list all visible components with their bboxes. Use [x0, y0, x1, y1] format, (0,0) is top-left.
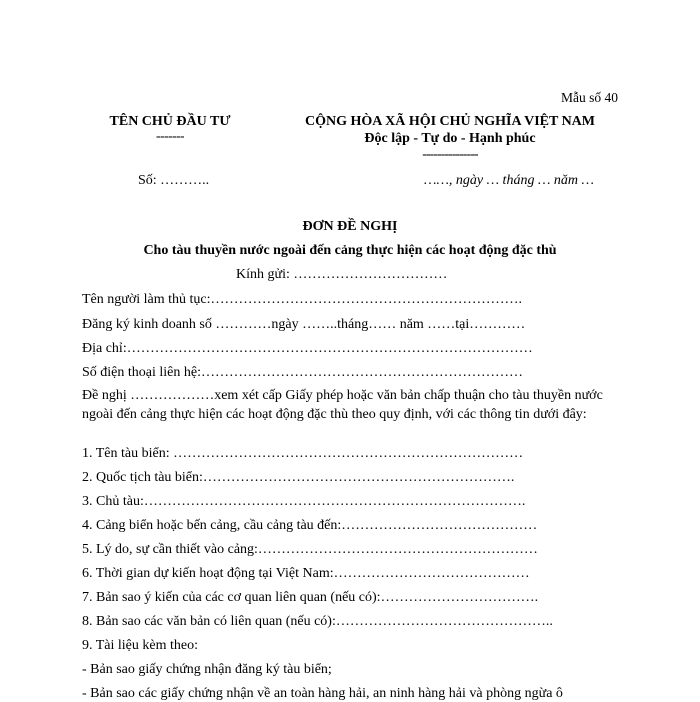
list-item: 8. Bản sao các văn bản có liên quan (nếu có):………………………………………..: [82, 614, 553, 629]
list-item: - Bản sao giấy chứng nhận đăng ký tàu biển;: [82, 662, 332, 677]
document-date: ……, ngày … tháng … năm …: [424, 173, 594, 188]
investor-name-title: TÊN CHỦ ĐẦU TƯ: [109, 114, 231, 129]
document-number: Số: ………..: [138, 173, 210, 188]
national-rule: ---------------: [422, 146, 478, 161]
list-item: 1. Tên tàu biển: …………………………………………………………………: [82, 446, 524, 461]
document-title: ĐƠN ĐỀ NGHỊ: [302, 219, 398, 234]
list-item: 9. Tài liệu kèm theo:: [82, 638, 198, 653]
address-field: Địa chỉ:……………………………………………………………………………: [82, 341, 533, 356]
list-item: 4. Cảng biển hoặc bến cảng, cầu cảng tàu đến:……………………………………: [82, 518, 538, 533]
phone-field: Số điện thoại liên hệ:……………………………………………………………: [82, 365, 523, 380]
request-paragraph: Đề nghị ………………xem xét cấp Giấy phép hoặc văn bản chấp thuận cho tàu thuyền nước ngoài đến cảng thực hiện các hoạt động đặc thù theo quy định, với các thông tin dưới đây:: [82, 388, 603, 422]
recipient-line: Kính gửi: ……………………………: [236, 267, 448, 282]
list-item: 5. Lý do, sự cần thiết vào cảng:……………………………………………………: [82, 542, 538, 557]
business-registration-field: Đăng ký kinh doanh số …………ngày ……..tháng…… năm ……tại…………: [82, 317, 526, 332]
form-number: Mẫu số 40: [561, 90, 618, 105]
list-item: 7. Bản sao ý kiến của các cơ quan liên quan (nếu có):…………………………….: [82, 590, 539, 605]
document-subtitle: Cho tàu thuyền nước ngoài đến cảng thực hiện các hoạt động đặc thù: [143, 243, 557, 258]
list-item: - Bản sao các giấy chứng nhận về an toàn hàng hải, an ninh hàng hải và phòng ngừa ô: [82, 686, 563, 701]
list-item: 3. Chủ tàu:……………………………………………………………………….: [82, 494, 526, 509]
investor-name-rule: -------: [156, 128, 184, 143]
applicant-name-field: Tên người làm thủ tục:………………………………………………………….: [82, 292, 523, 307]
national-title: CỘNG HÒA XÃ HỘI CHỦ NGHĨA VIỆT NAM: [304, 114, 595, 129]
national-motto: Độc lập - Tự do - Hạnh phúc: [364, 131, 536, 146]
list-item: 6. Thời gian dự kiến hoạt động tại Việt Nam:……………………………………: [82, 566, 530, 581]
list-item: 2. Quốc tịch tàu biển:………………………………………………………….: [82, 470, 515, 485]
